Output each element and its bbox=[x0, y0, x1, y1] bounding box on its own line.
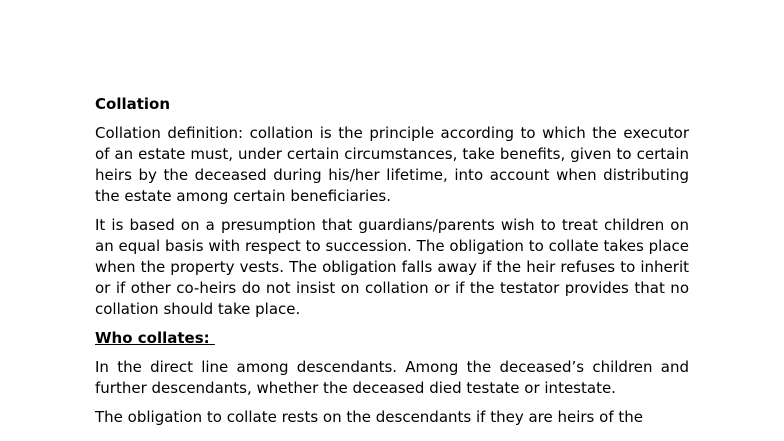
subheading-who-collates: Who collates: bbox=[95, 329, 215, 347]
paragraph-direct-line: In the direct line among descendants. Among the deceased’s children and further descendants, whether the deceased died testate or intestate. bbox=[95, 358, 689, 397]
paragraph-collation-definition: Collation definition: collation is the principle according to which the executor of an estate must, under certain circumstances, take benefits, given to certain heirs by the deceased during his/her lifetime, into account when distributing the estate among certain beneficiaries. bbox=[95, 124, 689, 205]
paragraph-presumption: It is based on a presumption that guardians/parents wish to treat children on an equal basis with respect to succession. The obligation to collate takes place when the property vests. The obligation falls away if the heir refuses to inherit or if other co-heirs do not insist on collation or if the testator provides that no collation should take place. bbox=[95, 216, 689, 318]
paragraph-obligation: The obligation to collate rests on the descendants if they are heirs of the bbox=[95, 408, 643, 426]
document-body bbox=[95, 94, 689, 436]
document-heading: Collation bbox=[95, 95, 171, 113]
